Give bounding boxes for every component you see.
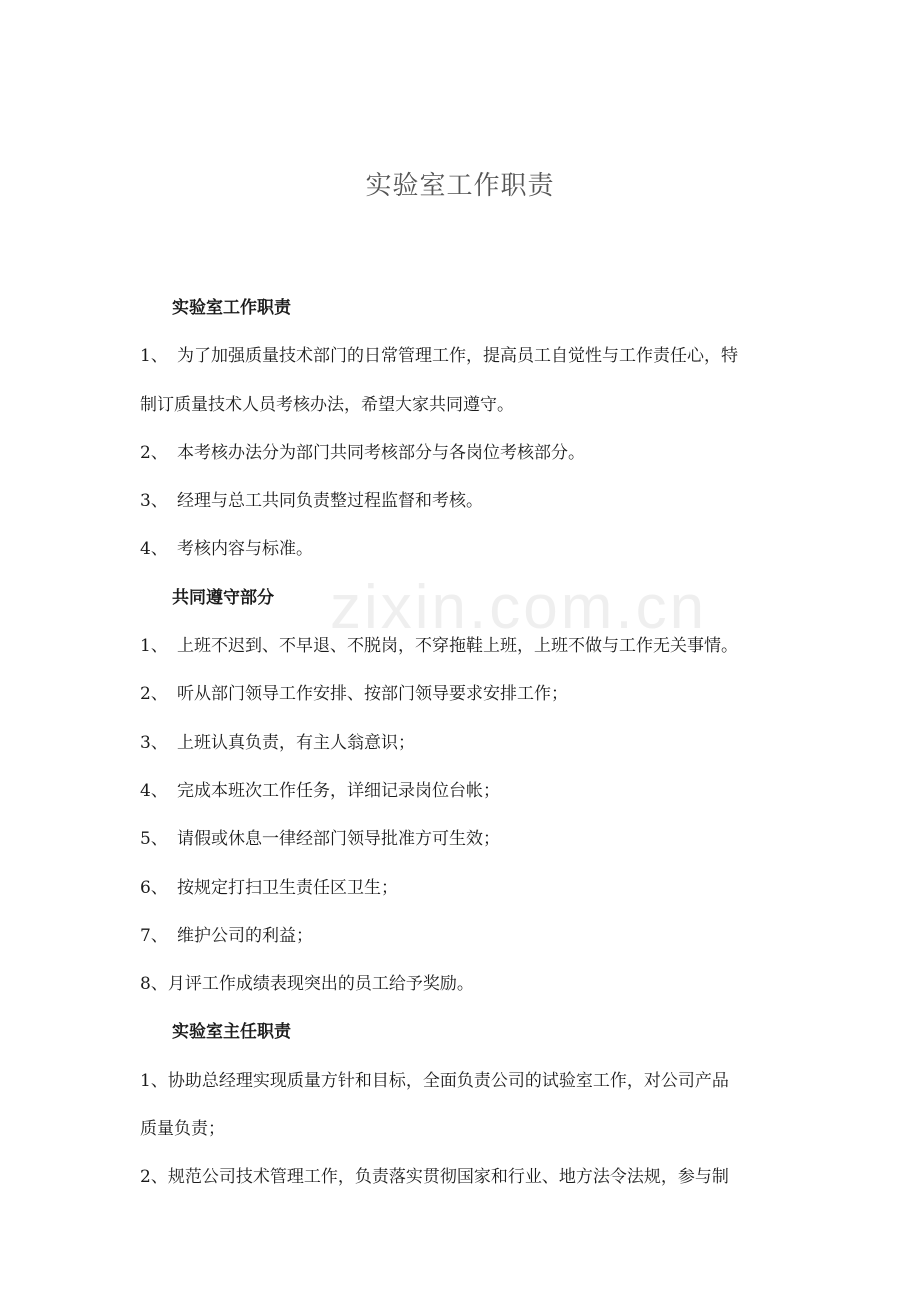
section-heading: 共同遵守部分 — [172, 587, 274, 608]
paragraph-continuation — [140, 381, 792, 429]
list-item-text: 按规定打扫卫生责任区卫生； — [177, 877, 398, 898]
list-item-text: 听从部门领导工作安排、按部门领导要求安排工作； — [177, 684, 568, 705]
list-item — [140, 429, 792, 477]
list-item — [140, 622, 792, 670]
list-item — [140, 525, 792, 573]
list-item-text: 月评工作成绩表现突出的员工给予奖励。 — [167, 974, 474, 995]
list-item-number: 1、 — [140, 346, 168, 367]
list-item-text: 制订质量技术人员考核办法，希望大家共同遵守。 — [140, 394, 514, 415]
list-item-text: 质量负责； — [140, 1119, 225, 1140]
list-item-text: 上班认真负责，有主人翁意识； — [177, 732, 415, 753]
list-item — [140, 815, 792, 863]
list-item-number: 2、 — [140, 442, 168, 463]
list-item — [140, 864, 792, 912]
list-item — [140, 912, 792, 960]
list-item-text: 请假或休息一律经部门领导批准方可生效； — [177, 829, 500, 850]
list-item-number: 3、 — [140, 491, 168, 512]
document-title: 实验室工作职责 — [365, 171, 555, 201]
list-item-number: 4、 — [140, 780, 168, 801]
list-item — [140, 719, 792, 767]
list-item-text: 经理与总工共同负责整过程监督和考核。 — [177, 491, 483, 512]
list-item-number: 1、 — [140, 636, 168, 657]
list-item-text: 考核内容与标准。 — [177, 539, 313, 560]
list-item — [140, 332, 792, 380]
list-item-number: 7、 — [140, 925, 168, 946]
list-item-number: 1、 — [140, 1070, 168, 1091]
list-item — [140, 1153, 792, 1201]
list-item-text: 上班不迟到、不早退、不脱岗，不穿拖鞋上班，上班不做与工作无关事情。 — [177, 636, 738, 657]
list-item-text: 完成本班次工作任务，详细记录岗位台帐； — [177, 780, 500, 801]
list-item — [140, 767, 792, 815]
list-item-number: 2、 — [140, 1167, 168, 1188]
paragraph-continuation — [140, 1105, 792, 1153]
list-item-text: 规范公司技术管理工作，负责落实贯彻国家和行业、地方法令法规，参与制 — [167, 1167, 729, 1188]
list-item-text: 本考核办法分为部门共同考核部分与各岗位考核部分。 — [177, 442, 585, 463]
list-item-text: 协助总经理实现质量方针和目标，全面负责公司的试验室工作，对公司产品 — [167, 1070, 729, 1091]
list-item — [140, 960, 792, 1008]
section-heading: 实验室工作职责 — [172, 298, 291, 318]
list-item-text: 为了加强质量技术部门的日常管理工作，提高员工自觉性与工作责任心，特 — [177, 346, 738, 367]
list-item-number: 4、 — [140, 539, 168, 560]
list-item-number: 2、 — [140, 684, 168, 705]
list-item-number: 5、 — [140, 829, 168, 850]
section-heading: 实验室主任职责 — [172, 1022, 291, 1043]
watermark: zixin.com.cn — [330, 573, 708, 642]
list-item-number: 8、 — [140, 974, 168, 995]
document-body — [140, 284, 792, 1202]
list-item-number: 6、 — [140, 877, 168, 898]
list-item — [140, 477, 792, 525]
list-item — [140, 670, 792, 718]
list-item-number: 3、 — [140, 732, 168, 753]
list-item-text: 维护公司的利益； — [177, 925, 313, 946]
list-item — [140, 1057, 792, 1105]
